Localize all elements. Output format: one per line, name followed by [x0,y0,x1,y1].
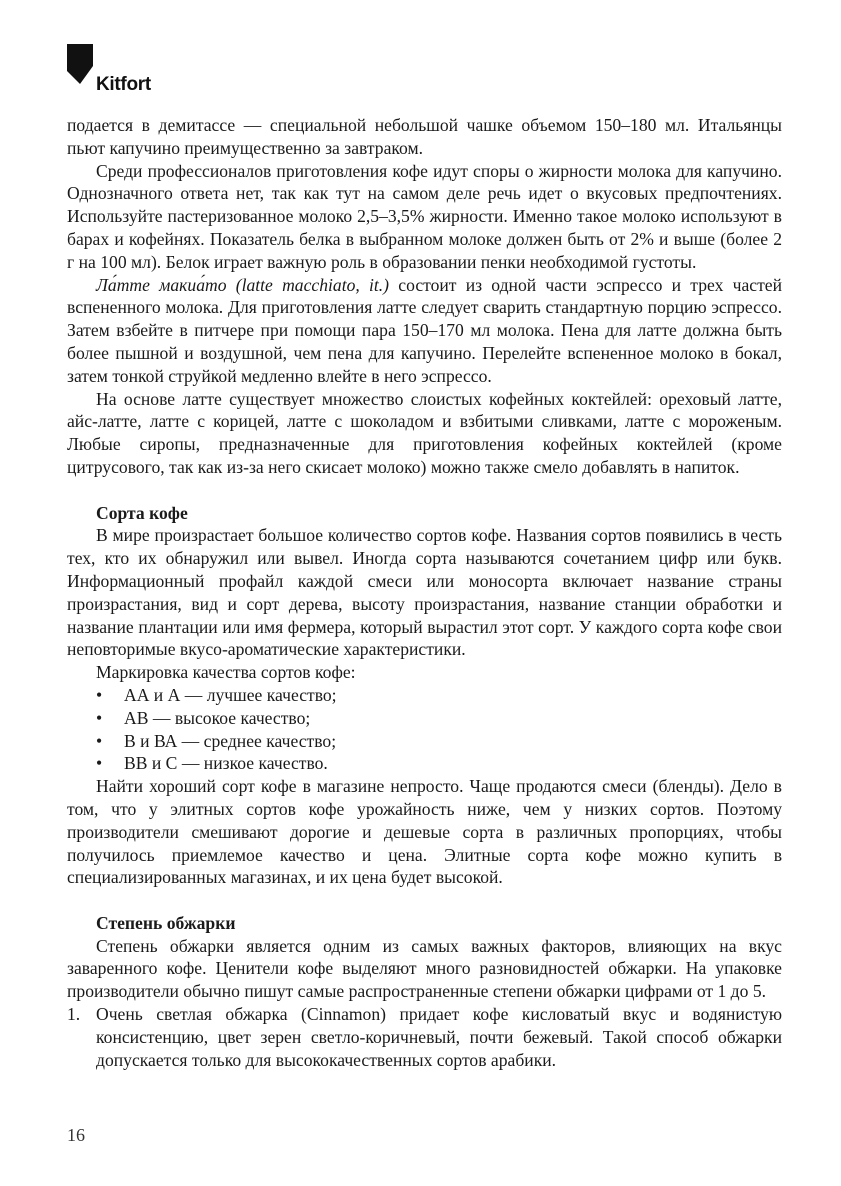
bullet-icon: • [96,753,103,774]
brand-name: Kitfort [96,74,151,95]
list-number: 1. [67,1004,81,1025]
list-item: • В и ВА — среднее качество; [96,730,337,751]
paragraph: Среди профессионалов приготовления кофе идут споры о жирности молока для капучино. Однозначного ответа нет, так как тут на самом деле речь идет о вкусовых предпочтениях. Используйте пастеризованное молоко 2,5–3,5% жирности. Именно такое молоко используют в барах и кофейнях. Показатель белка в выбранном молоке должен быть от 2% и выше (более 2 г на 100 мл). Белок играет важную роль в образовании пенки необходимой густоты. [67,160,782,272]
bullet-icon: • [96,730,103,751]
document-body [67,114,782,1071]
paragraph: подается в демитассе — специальной небольшой чашке объемом 150–180 мл. Итальянцы пьют капучино преимущественно за завтраком. [67,115,782,158]
paragraph-latte-macchiato [67,274,782,388]
list-item: 1. Очень светлая обжарка (Cinnamon) придает кофе кисловатый вкус и водянистую консистенцию, цвет зерен светло-коричневый, почти бежевый. Такой способ обжарки допускается только для высококачественных сортов арабики. [67,1004,782,1070]
section-heading-roast-degree: Степень обжарки [96,912,236,933]
quality-grade-list [67,684,782,775]
paragraph: В мире произрастает большое количество сортов кофе. Названия сортов появились в честь тех, кто их обнаружил или вывел. Иногда сорта называются сочетанием цифр или букв. Информационный профайл каждой смеси или моносорта включает название страны произрастания, вид и сорт дерева, высоту произрастания, название станции обработки и название плантации или имя фермера, который вырастил этот сорт. У каждого сорта кофе свои неповторимые вкусо-ароматические характеристики. [67,525,782,660]
paragraph: На основе латте существует множество слоистых кофейных коктейлей: ореховый латте, айс-латте, латте с корицей, латте с шоколадом и взбитыми сливками, латте с мороженым. Любые сиропы, предназначенные для приготовления кофейных коктейлей (кроме цитрусового, так как из-за него скисает молоко) можно также смело добавлять в напиток. [67,388,782,477]
bullet-icon: • [96,684,103,705]
brand-logo [67,44,187,96]
kitfort-logo-icon [67,44,93,84]
latte-macchiato-term: Ла́тте макиа́то (latte macchiato, it.) [96,274,390,295]
page-number: 16 [67,1125,85,1145]
paragraph: Найти хороший сорт кофе в магазине непросто. Чаще продаются смеси (бленды). Дело в том, что у элитных сортов кофе урожайность ниже, чем у низких сортов. Поэтому производители смешивают дорогие и дешевые сорта в различных пропорциях, чтобы получилось приемлемое качество и цена. Элитные сорта кофе можно купить в специализированных магазинах, и их цена будет высокой. [67,776,782,888]
bullet-icon: • [96,707,103,728]
section-heading-coffee-varieties: Сорта кофе [96,502,188,523]
paragraph: Маркировка качества сортов кофе: [96,662,356,683]
list-item: • АА и А — лучшее качество; [96,684,337,705]
list-item: • ВВ и С — низкое качество. [96,753,328,774]
list-item: • АВ — высокое качество; [96,707,311,728]
roast-level-list [67,1003,782,1071]
paragraph: Степень обжарки является одним из самых важных факторов, влияющих на вкус заваренного кофе. Ценители кофе выделяют много разновидностей обжарки. На упаковке производители обычно пишут самые распространенные степени обжарки цифрами от 1 до 5. [67,935,782,1002]
paragraph-text: состоит из одной части эспрессо и трех частей вспененного молока. Для приготовления латте следует сварить стандартную порцию эспрессо. Затем взбейте в питчере при помощи пара 150–170 мл молока. Пена для латте должна быть более пышной и воздушной, чем пена для капучино. Перелейте вспененное молоко в бокал, затем тонкой струйкой медленно влейте в него эспрессо. [67,274,782,386]
